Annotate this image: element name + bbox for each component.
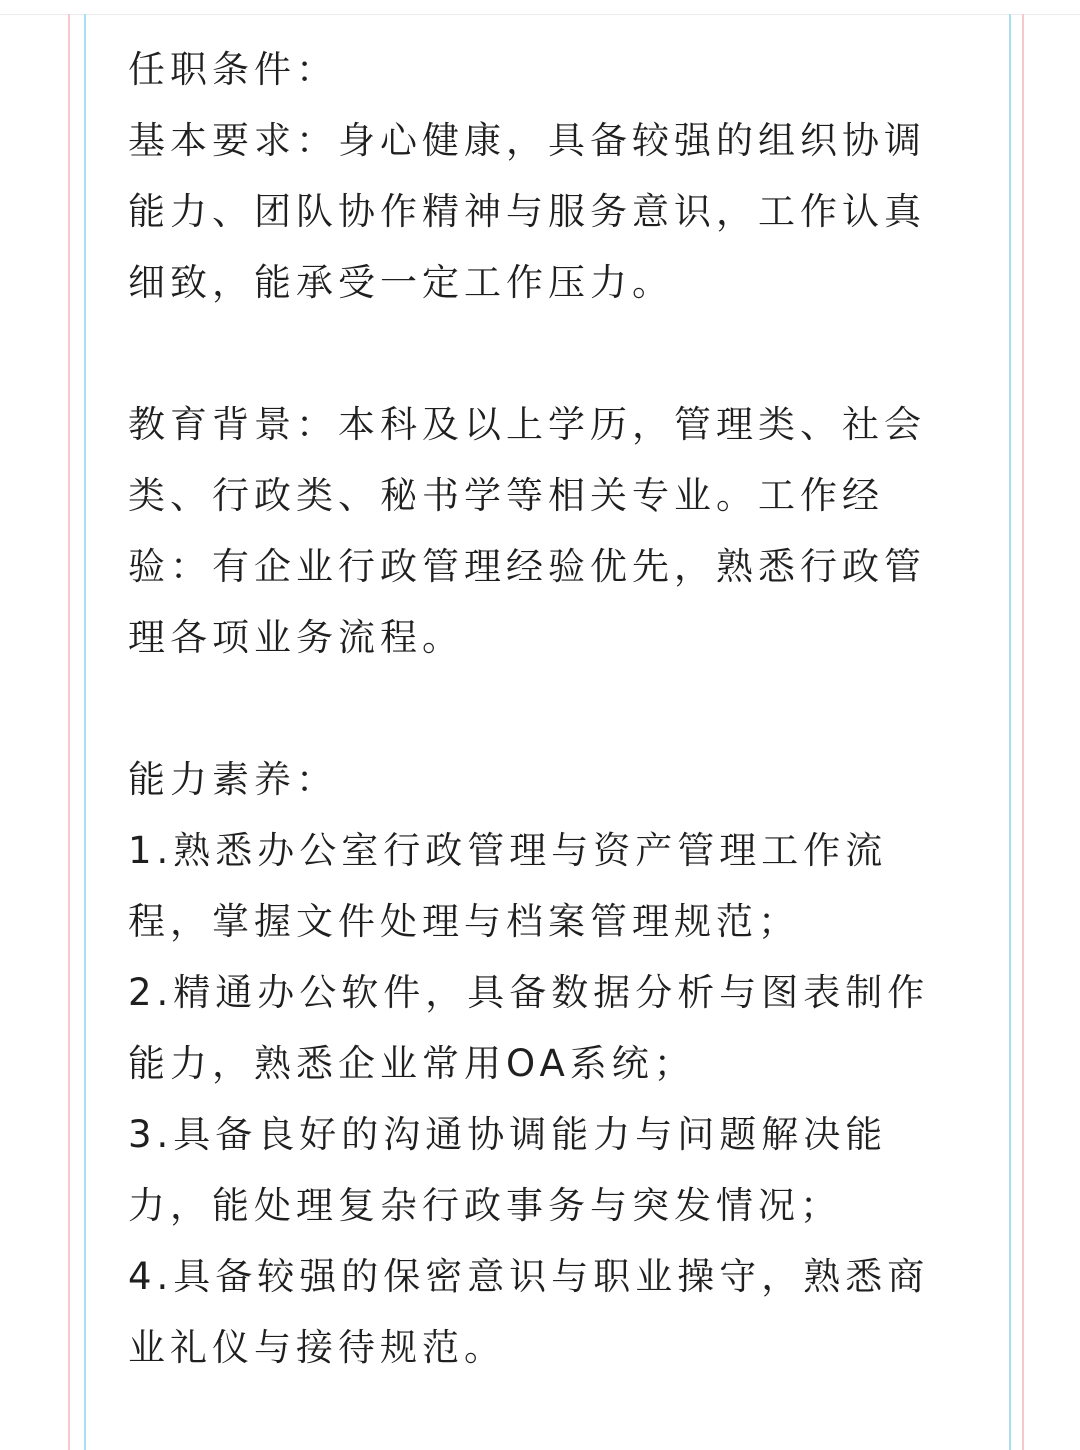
list-item-1: 1.熟悉办公室行政管理与资产管理工作流	[128, 829, 888, 872]
text-line: 验：有企业行政管理经验优先，熟悉行政管	[128, 545, 926, 588]
text-line: 细致，能承受一定工作压力。	[128, 261, 674, 304]
list-item-2: 2.精通办公软件，具备数据分析与图表制作	[128, 971, 930, 1014]
text-line: 能力、团队协作精神与服务意识，工作认真	[128, 190, 926, 233]
top-divider	[0, 14, 1080, 15]
text-line: 基本要求：身心健康，具备较强的组织协调	[128, 119, 926, 162]
text-line: 业礼仪与接待规范。	[128, 1326, 506, 1369]
job-requirements-text	[128, 34, 978, 1383]
text-line: 理各项业务流程。	[128, 616, 464, 659]
list-item-3: 3.具备良好的沟通协调能力与问题解决能	[128, 1113, 888, 1156]
left-outer-margin-line	[68, 14, 70, 1450]
right-inner-margin-line	[1009, 14, 1011, 1450]
text-line: 力，能处理复杂行政事务与突发情况；	[128, 1184, 842, 1227]
text-line: 类、行政类、秘书学等相关专业。工作经	[128, 474, 884, 517]
section-title-abilities: 能力素养：	[128, 758, 338, 801]
paragraph-gap	[128, 673, 978, 744]
paragraph-gap	[128, 318, 978, 389]
text-line: 能力，熟悉企业常用OA系统；	[128, 1042, 696, 1085]
text-line: 程，掌握文件处理与档案管理规范；	[128, 900, 800, 943]
list-item-4: 4.具备较强的保密意识与职业操守，熟悉商	[128, 1255, 930, 1298]
text-line: 教育背景：本科及以上学历，管理类、社会	[128, 403, 926, 446]
right-outer-margin-line	[1022, 14, 1024, 1450]
left-inner-margin-line	[84, 14, 86, 1450]
section-title-requirements: 任职条件：	[128, 48, 338, 91]
